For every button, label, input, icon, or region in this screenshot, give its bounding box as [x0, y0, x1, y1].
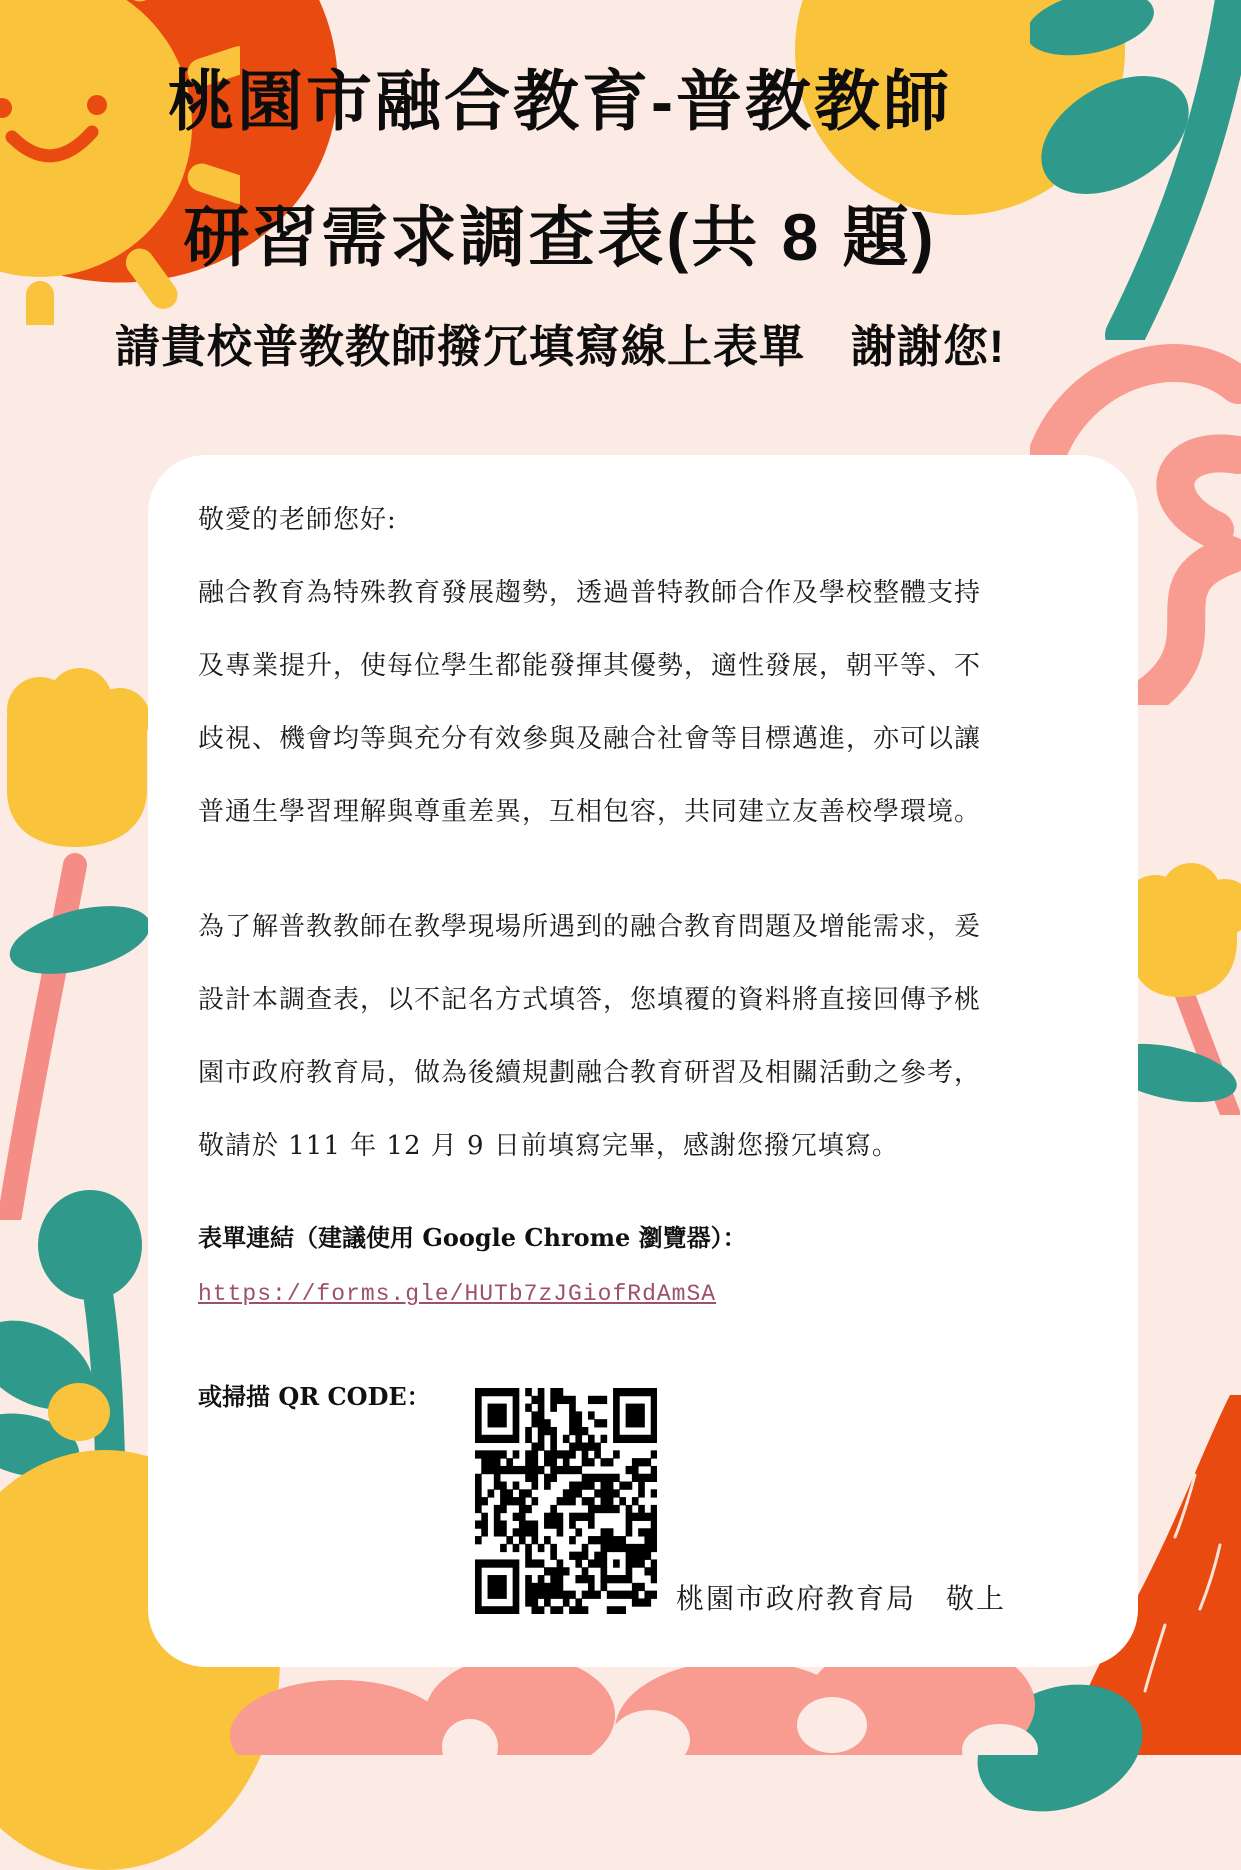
letter-card: [148, 455, 1138, 1667]
poster-title-line1: 桃園市融合教育-普教教師: [168, 64, 952, 138]
yellow-dot-decoration: [48, 1383, 110, 1441]
letter-body: [198, 481, 1102, 1180]
letter-line: 敬請於 111 年 12 月 9 日前填寫完畢，感謝您撥冗填寫。: [198, 1131, 899, 1161]
letter-line: 普通生學習理解與尊重差異，互相包容，共同建立友善校學環境。: [198, 797, 982, 827]
letter-line: 為了解普教教師在教學現場所遇到的融合教育問題及增能需求，爰: [198, 912, 982, 942]
letter-line: 歧視、機會均等與充分有效參與及融合社會等目標邁進，亦可以讓: [198, 724, 982, 754]
letter-line: 設計本調查表，以不記名方式填答，您填覆的資料將直接回傳予桃: [198, 985, 982, 1015]
tulip-left-decoration: [0, 640, 160, 1220]
letter-line: 及專業提升，使每位學生都能發揮其優勢，適性發展，朝平等、不: [198, 651, 982, 681]
letter-line: 園市政府教育局，做為後續規劃融合教育研習及相關活動之參考，: [198, 1058, 982, 1088]
letter-greeting: 敬愛的老師您好:: [198, 505, 397, 535]
letter-line: 融合教育為特殊教育發展趨勢，透過普特教師合作及學校整體支持: [198, 578, 982, 608]
paragraph-gap: [198, 846, 1102, 888]
form-link-label: 表單連結（建議使用 Google Chrome 瀏覽器）：: [198, 1223, 747, 1252]
poster-title-line2: 研習需求調查表(共 8 題): [183, 200, 937, 274]
form-link-url[interactable]: https://forms.gle/HUTb7zJGiofRdAmSA: [198, 1281, 717, 1307]
signature: 桃園市政府教育局 敬上: [676, 1582, 1007, 1615]
poster-subtitle: 請貴校普教教師撥冗填寫線上表單 謝謝您!: [115, 321, 1005, 372]
qr-code-label: 或掃描 QR CODE：: [198, 1382, 431, 1411]
qr-code: [475, 1388, 657, 1614]
